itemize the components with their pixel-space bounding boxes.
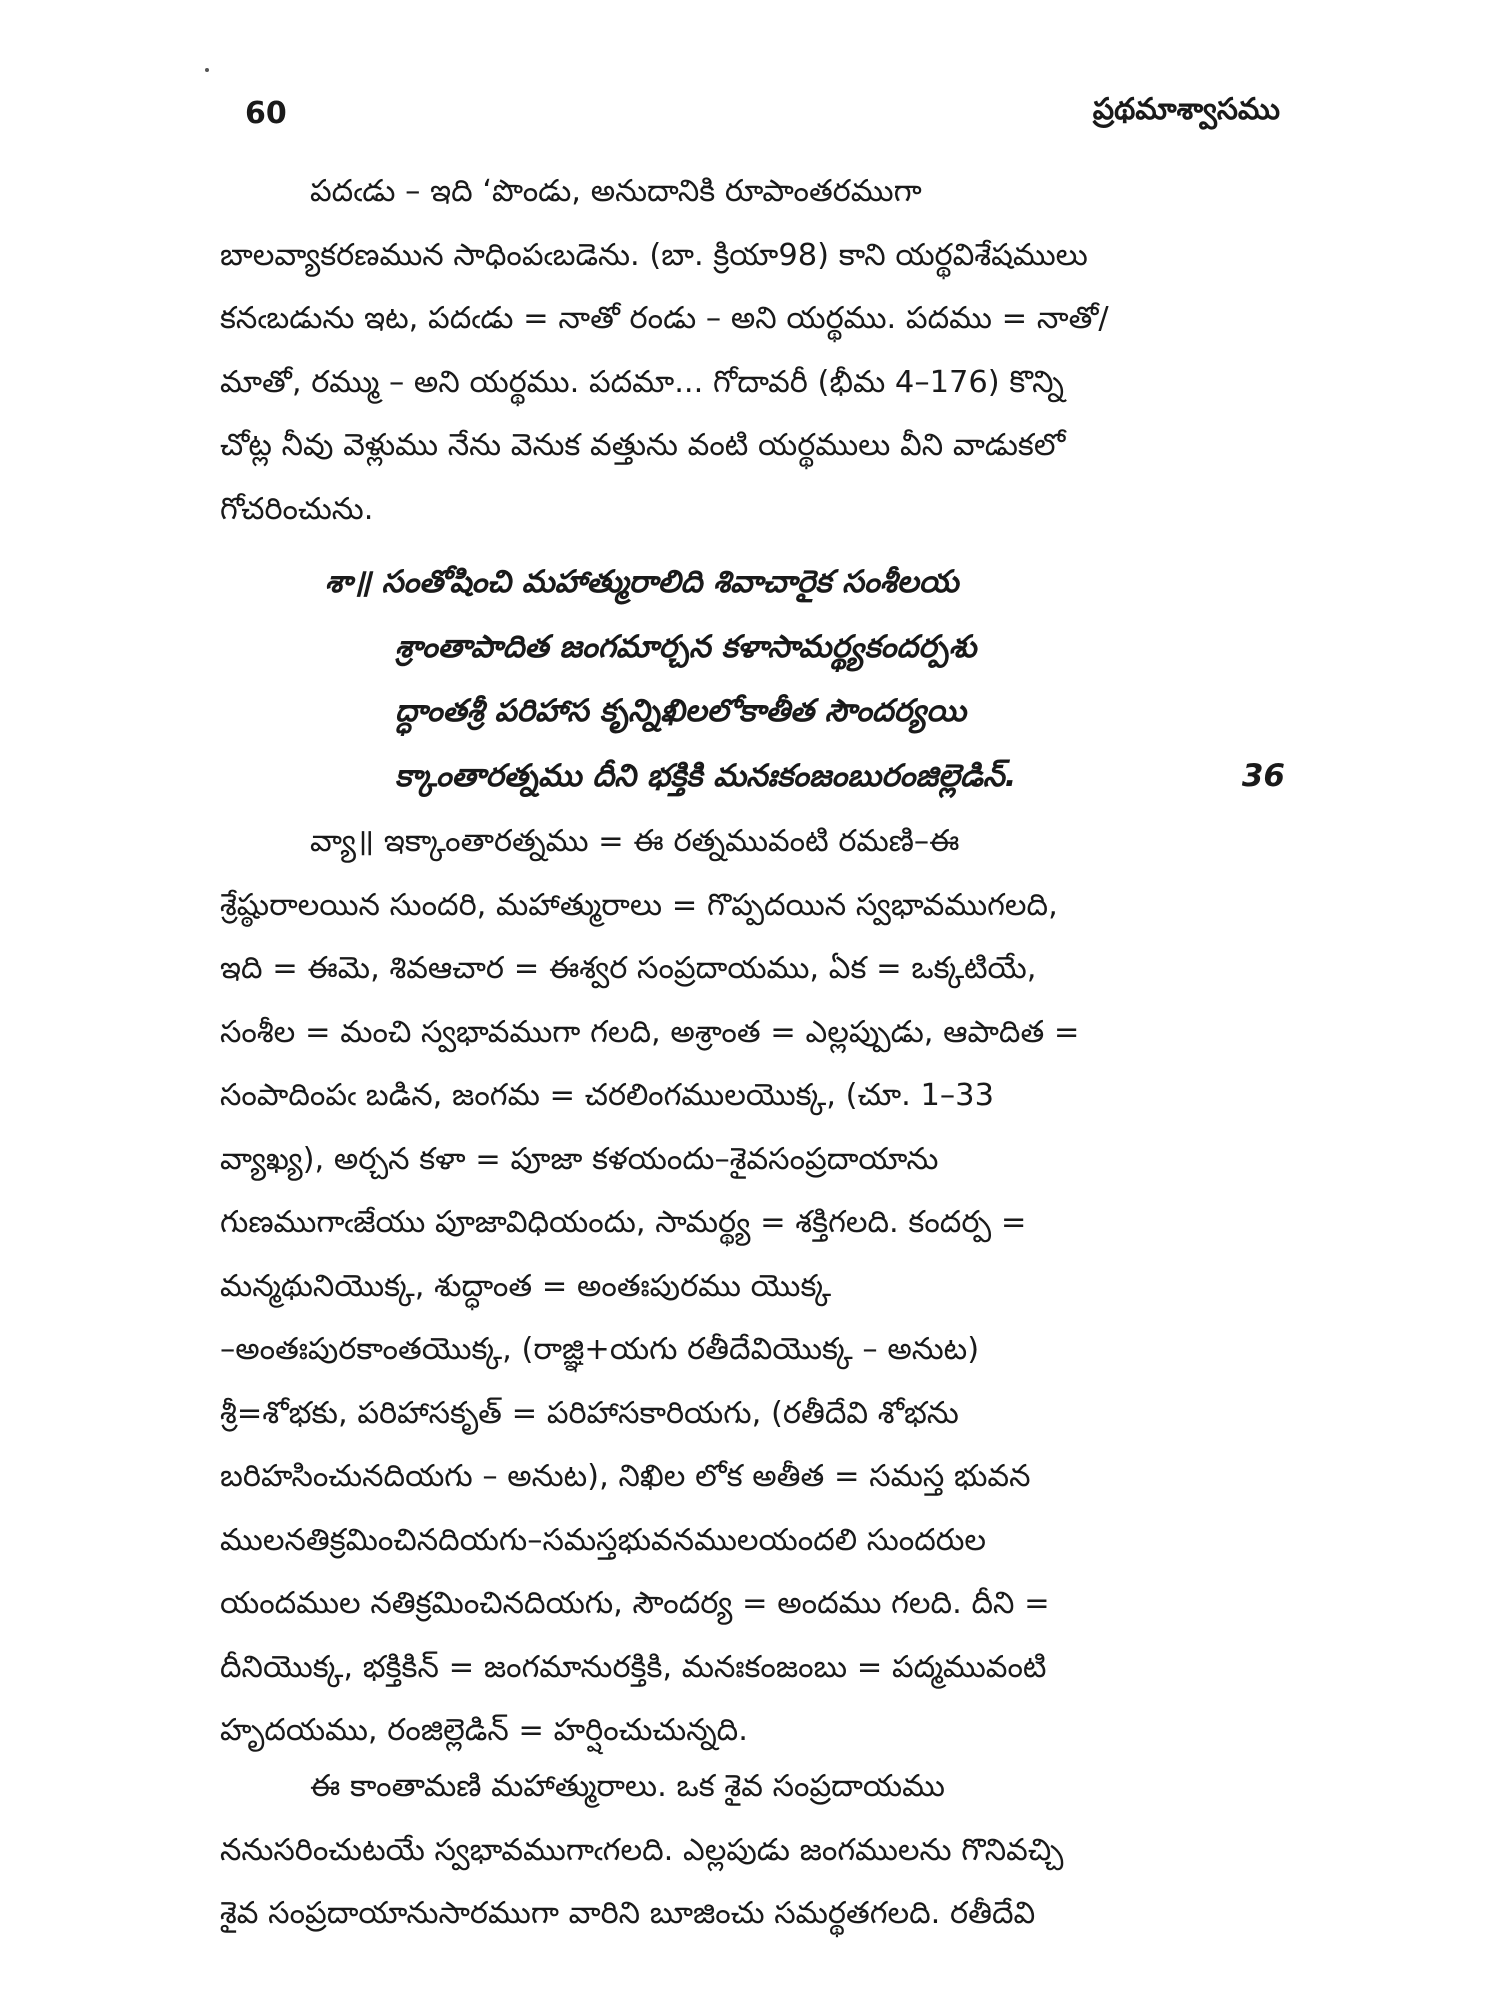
text-line: సంపాదింపఁ బడిన, జంగమ = చరలింగములయొక్క, (చూ. 1–33	[220, 1078, 994, 1113]
verse-text: క్కాంతారత్నము దీని భక్తికి మనఃకంజంబురంజిల్లెడిన్.	[395, 757, 1017, 794]
verse-text: శ్రాంతాపాదిత జంగమార్చన కళాసామర్థ్యకందర్పశు	[395, 628, 977, 665]
text-line: ములనతిక్రమించినదియగు–సమస్తభువనములయందలి సుందరుల	[220, 1522, 987, 1558]
text-line: వ్యా॥ ఇక్కాంతారత్నము = ఈ రత్నమువంటి రమణి–ఈ	[310, 824, 960, 859]
text-line: చోట్ల నీవు వెళ్లుము నేను వెనుక వత్తును వంటి యర్థములు వీని వాడుకలో	[220, 428, 1066, 463]
verse-line	[325, 615, 1285, 680]
verse-text: శా॥ సంతోషించి మహాత్మురాలిది శివాచారైక సంశీలయ	[325, 564, 959, 600]
text-line: బరిహసించునదియగు – అనుట), నిఖిల లోక అతీత = సమస్త భువన	[220, 1459, 1031, 1494]
paragraph-padadu	[220, 160, 1280, 541]
text-line: బాలవ్యాకరణమున సాధింపఁబడెను. (బా. క్రియా98) కాని యర్థవిశేషములు	[220, 237, 1088, 273]
verse-block	[325, 550, 1285, 808]
text-line: ననుసరించుటయే స్వభావముగాఁగలది. ఎల్లపుడు జంగములను గొనివచ్చి	[220, 1832, 1064, 1868]
running-head: ప్రథమాశ్వాసము	[1092, 92, 1280, 127]
text-line: సంశీల = మంచి స్వభావముగా గలది, అశ్రాంత = ఎల్లప్పుడు, ఆపాదిత =	[220, 1014, 1080, 1050]
text-line: గుణముగాఁజేయు పూజావిధియందు, సామర్థ్య = శక్తిగలది. కందర్ప =	[220, 1205, 1027, 1240]
text-line: యందముల నతిక్రమించినదియగు, సౌందర్య = అందము గలది. దీని =	[220, 1586, 1050, 1621]
text-line: హృదయము, రంజిల్లెడిన్ = హర్షించుచున్నది.	[220, 1713, 748, 1748]
paragraph-summary	[220, 1755, 1280, 1946]
scan-speck	[205, 68, 209, 72]
text-line: పదఁడు – ఇది ‘పొండు, అనుదానికి రూపాంతరముగా	[310, 174, 922, 209]
page-header	[245, 88, 1280, 138]
text-line: వ్యాఖ్య), అర్చన కళా = పూజా కళయందు–శైవసంప్రదాయాను	[220, 1141, 939, 1177]
text-line: మాతో, రమ్ము – అని యర్థము. పదమా... గోదావరీ (భీమ 4–176) కొన్ని	[220, 364, 1064, 400]
verse-line	[325, 744, 1285, 809]
verse-line	[325, 679, 1285, 744]
text-line: –అంతఃపురకాంతయొక్క, (రాజ్ఞి+యగు రతీదేవియొక్క – అనుట)	[220, 1332, 980, 1367]
verse-number: 36	[1241, 757, 1285, 794]
text-line: ఈ కాంతామణి మహాత్మురాలు. ఒక శైవ సంప్రదాయము	[310, 1769, 945, 1804]
text-line: మన్మథునియొక్క, శుద్ధాంత = అంతఃపురము యొక్క	[220, 1268, 832, 1304]
paragraph-commentary	[220, 810, 1280, 1763]
text-line: కనఁబడును ఇట, పదఁడు = నాతో రండు – అని యర్థము. పదము = నాతో/	[220, 301, 1109, 336]
text-line: శ్రేష్ఠురాలయిన సుందరి, మహాత్మురాలు = గొప్పదయిన స్వభావముగలది,	[220, 887, 1058, 923]
verse-text: ద్ధాంతశ్రీ పరిహాస కృన్నిఖిలలోకాతీత సౌందర్యయి	[395, 693, 967, 729]
text-line: శ్రీ=శోభకు, పరిహాసకృత్ = పరిహాసకారియగు, (రతీదేవి శోభను	[220, 1395, 959, 1431]
text-line: శైవ సంప్రదాయానుసారముగా వారిని బూజించు సమర్థతగలది. రతీదేవి	[220, 1896, 1036, 1931]
text-line: గోచరించును.	[220, 491, 374, 527]
verse-line	[325, 550, 1285, 615]
page-number: 60	[245, 95, 287, 131]
text-line: దీనియొక్క, భక్తికిన్ = జంగమానురక్తికి, మనఃకంజంబు = పద్మమువంటి	[220, 1649, 1047, 1685]
text-line: ఇది = ఈమె, శివఆచార = ఈశ్వర సంప్రదాయము, ఏక = ఒక్కటియే,	[220, 951, 1037, 986]
